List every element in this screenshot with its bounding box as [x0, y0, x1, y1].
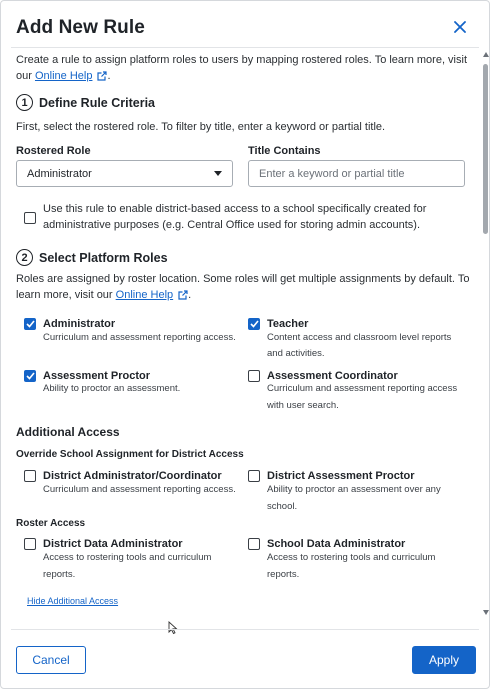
override-heading: Override School Assignment for District Access [16, 449, 244, 460]
mouse-cursor-icon [168, 621, 178, 635]
online-help-link[interactable]: Online Help [115, 289, 174, 301]
role-description: Ability to proctor an assessment. [43, 383, 181, 394]
role-description: Content access and classroom level reports [267, 332, 452, 343]
role-description: reports. [267, 569, 300, 580]
role-description: reports. [43, 569, 76, 580]
school-data-administrator-checkbox[interactable] [248, 538, 260, 550]
role-description: Access to rostering tools and curriculum [267, 552, 436, 563]
online-help-link[interactable]: Online Help [34, 70, 93, 82]
role-description: with user search. [267, 400, 339, 411]
footer-divider [11, 629, 479, 630]
section-title: Define Rule Criteria [39, 95, 156, 110]
role-assessment-coordinator-checkbox[interactable] [248, 370, 260, 382]
scrollbar[interactable] [482, 50, 490, 622]
role-title: District Data Administrator [43, 538, 183, 550]
external-link-icon [97, 71, 107, 81]
section-select-roles [16, 249, 168, 266]
rostered-role-select[interactable] [16, 160, 233, 187]
close-icon[interactable] [450, 17, 472, 39]
apply-button[interactable]: Apply [412, 646, 476, 674]
role-title: District Administrator/Coordinator [43, 470, 222, 482]
title-contains-input[interactable] [248, 160, 465, 187]
section-define-criteria [16, 94, 155, 111]
role-title: District Assessment Proctor [267, 470, 415, 482]
role-description: and activities. [267, 348, 325, 359]
external-link-icon [178, 290, 188, 300]
step-number: 2 [16, 249, 33, 266]
rostered-role-label: Rostered Role [16, 145, 91, 157]
scroll-up-arrow-icon[interactable] [483, 52, 489, 57]
additional-access-heading: Additional Access [16, 425, 120, 439]
role-assessment-proctor-checkbox[interactable] [24, 370, 36, 382]
role-title: School Data Administrator [267, 538, 406, 550]
title-contains-label: Title Contains [248, 145, 321, 157]
section2-description: Roles are assigned by roster location. Some roles will get multiple assignments by default. To learn more, visit our Online Help . [16, 273, 470, 301]
checkmark-icon [250, 320, 259, 328]
step-number: 1 [16, 94, 33, 111]
scrollbar-thumb[interactable] [483, 64, 488, 234]
role-administrator-checkbox[interactable] [24, 318, 36, 330]
hide-additional-access-link[interactable]: Hide Additional Access [27, 596, 119, 606]
district-assessment-proctor-checkbox[interactable] [248, 470, 260, 482]
rostered-role-value: Administrator [27, 167, 92, 180]
role-title: Assessment Coordinator [267, 370, 398, 382]
section1-description: First, select the rostered role. To filter by title, enter a keyword or partial title. [16, 121, 386, 133]
role-teacher-checkbox[interactable] [248, 318, 260, 330]
role-title: Teacher [267, 318, 309, 330]
district-access-checkbox[interactable] [24, 212, 36, 224]
role-description: Access to rostering tools and curriculum [43, 552, 212, 563]
section-title: Select Platform Roles [39, 250, 168, 265]
district-data-administrator-checkbox[interactable] [24, 538, 36, 550]
role-description: Curriculum and assessment reporting access [267, 383, 458, 394]
dialog-body [1, 48, 490, 628]
intro-text: Create a rule to assign platform roles to users by mapping rostered roles. To learn more, visit our Online Help . [16, 54, 467, 82]
district-access-label: Use this rule to enable district-based access to a school specifically created for administrative purposes (e.g. Central Office used for storing admin accounts). [43, 203, 427, 231]
district-administrator-checkbox[interactable] [24, 470, 36, 482]
roster-access-heading: Roster Access [16, 518, 86, 529]
cancel-button[interactable]: Cancel [16, 646, 86, 674]
role-title: Assessment Proctor [43, 370, 150, 382]
dialog-title: Add New Rule [16, 17, 145, 38]
checkmark-icon [26, 320, 35, 328]
role-title: Administrator [43, 318, 116, 330]
checkmark-icon [26, 372, 35, 380]
role-description: school. [267, 501, 298, 512]
chevron-down-icon [214, 171, 222, 176]
role-description: Ability to proctor an assessment over any [267, 484, 441, 495]
role-description: Curriculum and assessment reporting access. [43, 332, 236, 343]
role-description: Curriculum and assessment reporting access. [43, 484, 236, 495]
scroll-down-arrow-icon[interactable] [483, 610, 489, 615]
